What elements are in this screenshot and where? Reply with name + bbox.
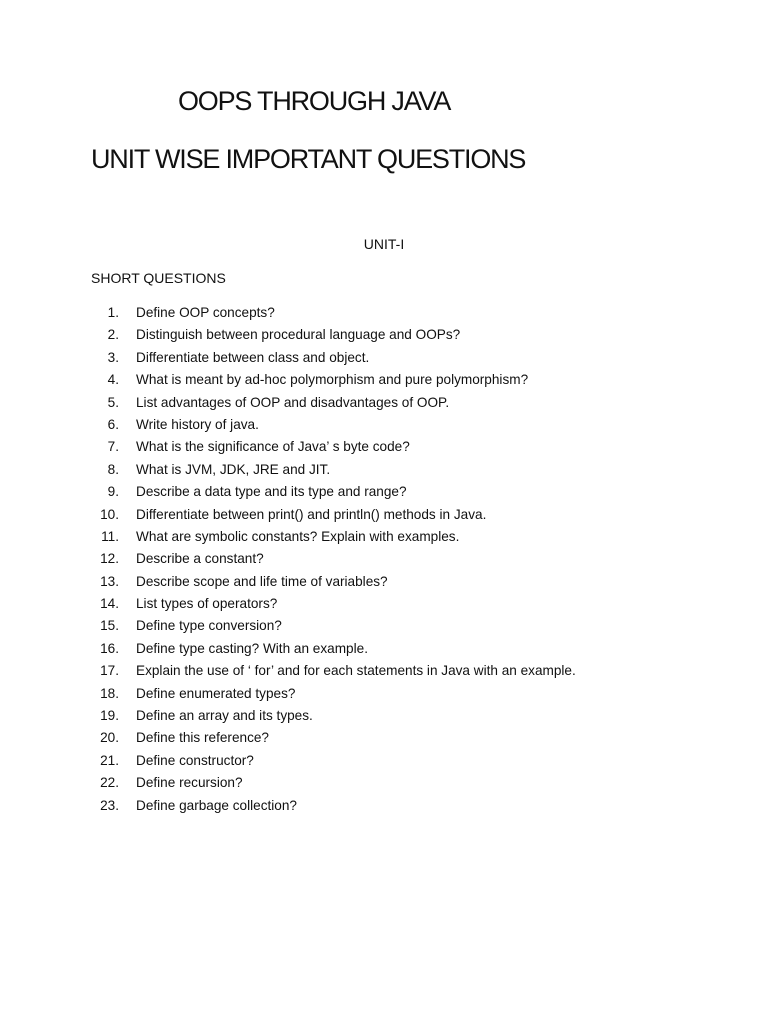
question-number: 12.	[100, 551, 119, 567]
question-text: Define OOP concepts?	[136, 305, 275, 320]
question-number: 17.	[100, 663, 119, 679]
question-text: What is meant by ad-hoc polymorphism and pure polymorphism?	[136, 372, 529, 388]
question-number: 21.	[100, 752, 119, 768]
question-number: 14.	[100, 596, 119, 612]
question-number: 20.	[100, 730, 119, 746]
question-number: 16.	[100, 640, 119, 656]
question-text: List advantages of OOP and disadvantages of OOP.	[136, 394, 450, 410]
question-number: 7.	[107, 439, 119, 455]
question-text: What is JVM, JDK, JRE and JIT.	[136, 461, 331, 477]
question-text: Describe a data type and its type and range?	[136, 484, 407, 500]
question-number: 6.	[107, 416, 119, 432]
question-number: 4.	[107, 372, 119, 388]
question-text: Define this reference?	[136, 730, 269, 746]
question-number: 15.	[100, 618, 119, 634]
document-title: OOPS THROUGH JAVA	[178, 86, 451, 116]
question-text: Define type casting? With an example.	[136, 640, 368, 656]
question-number: 3.	[107, 349, 119, 365]
question-text: Define enumerated types?	[136, 685, 296, 701]
question-text: Define type conversion?	[136, 618, 282, 634]
question-number: 1.	[107, 305, 119, 320]
question-number: 5.	[107, 394, 119, 410]
question-text: Write history of java.	[136, 416, 259, 432]
question-text: What are symbolic constants? Explain with examples.	[136, 528, 460, 544]
question-text: Define constructor?	[136, 752, 254, 768]
question-text: Describe a constant?	[136, 551, 264, 567]
question-number: 18.	[100, 685, 119, 701]
question-number: 8.	[107, 461, 119, 477]
question-text: Differentiate between class and object.	[136, 349, 370, 365]
question-text: Describe scope and life time of variables?	[136, 573, 388, 589]
question-text: Define an array and its types.	[136, 708, 313, 724]
question-text: List types of operators?	[136, 596, 278, 612]
question-text: Distinguish between procedural language and OOPs?	[136, 327, 461, 343]
question-number: 10.	[100, 506, 119, 522]
question-number: 23.	[100, 797, 119, 813]
question-text: Differentiate between print() and println() methods in Java.	[136, 506, 487, 522]
unit-heading: UNIT-I	[363, 236, 405, 252]
question-text: Define recursion?	[136, 775, 243, 791]
question-number: 11.	[101, 528, 119, 544]
section-heading: SHORT QUESTIONS	[91, 270, 226, 286]
document-subtitle: UNIT WISE IMPORTANT QUESTIONS	[91, 144, 526, 174]
question-text: What is the significance of Java’ s byte code?	[136, 439, 410, 455]
question-number: 9.	[107, 484, 119, 500]
question-text: Define garbage collection?	[136, 797, 297, 813]
question-number: 22.	[100, 775, 119, 791]
question-number: 2.	[107, 327, 119, 343]
question-number: 13.	[100, 573, 119, 589]
question-number: 19.	[100, 708, 119, 724]
question-text: Explain the use of ‘ for’ and for each statements in Java with an example.	[136, 663, 576, 679]
